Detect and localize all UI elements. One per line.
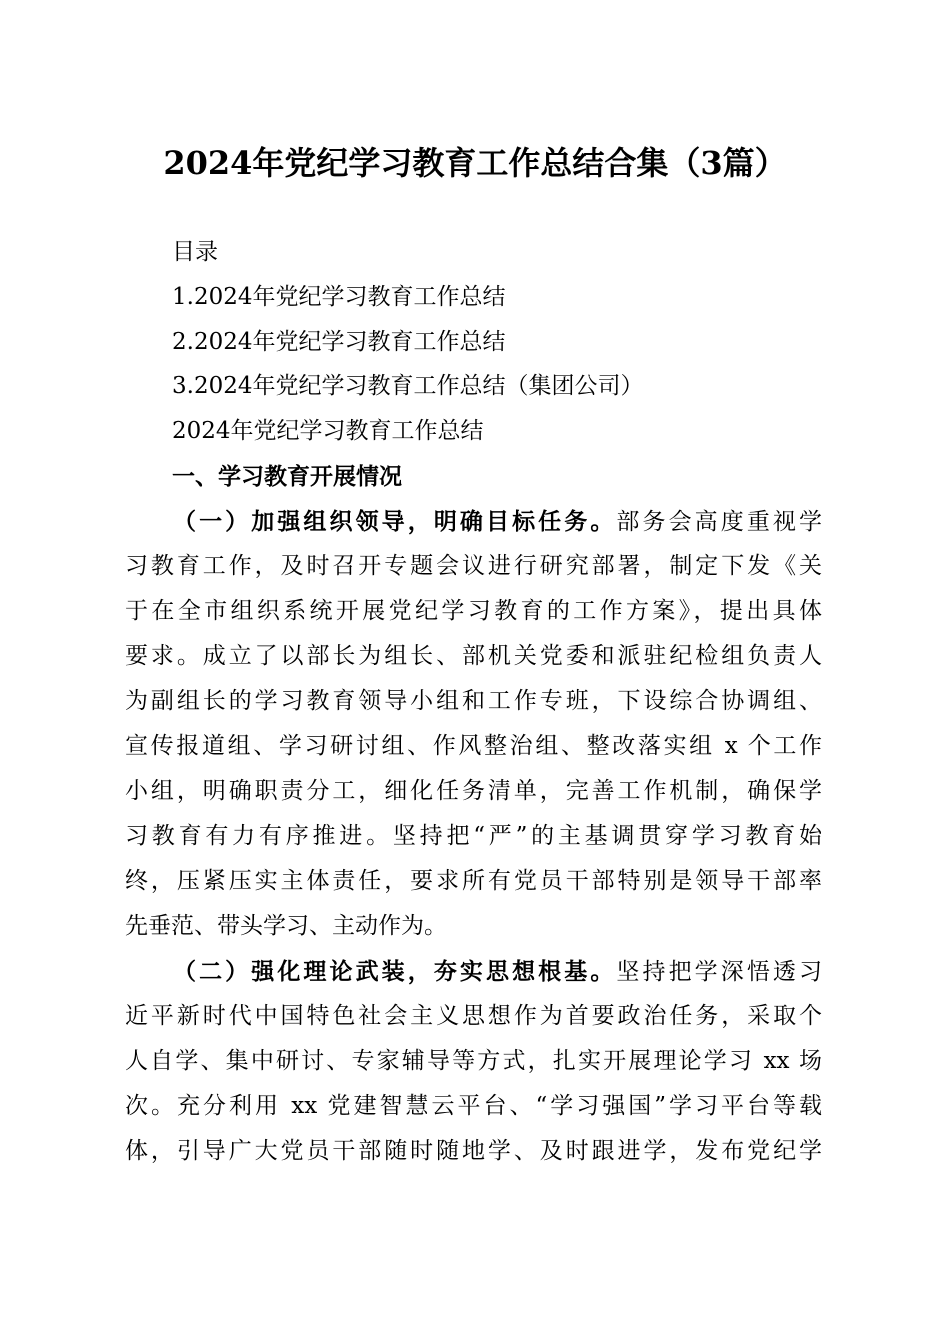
toc-item: 1.2024年党纪学习教育工作总结 (172, 284, 506, 310)
paragraph-line: 先垂范、带头学习、主动作为。 (125, 913, 447, 939)
paragraph-text: 坚持把学深悟透习 (616, 959, 823, 985)
toc-item: 2.2024年党纪学习教育工作总结 (172, 329, 506, 355)
paragraph-line: 人自学、集中研讨、专家辅导等方式，扎实开展理论学习 xx 场 (125, 1048, 822, 1074)
paragraph-line: 小组，明确职责分工，细化任务清单，完善工作机制，确保学 (125, 778, 822, 804)
paragraph-line: 为副组长的学习教育领导小组和工作专班，下设综合协调组、 (125, 688, 822, 714)
paragraph-line: 体，引导广大党员干部随时随地学、及时跟进学，发布党纪学 (125, 1138, 822, 1164)
article-title: 2024年党纪学习教育工作总结 (172, 418, 484, 444)
section-heading: 一、学习教育开展情况 (172, 463, 402, 490)
toc-heading: 目录 (172, 239, 218, 265)
paragraph-lead: （二）强化理论武装，夯实思想根基。 (173, 958, 617, 985)
paragraph-line: 次。充分利用 xx 党建智慧云平台、“学习强国”学习平台等载 (125, 1093, 822, 1119)
paragraph-line: 近平新时代中国特色社会主义思想作为首要政治任务，采取个 (125, 1003, 822, 1029)
toc-item: 3.2024年党纪学习教育工作总结（集团公司） (172, 373, 644, 399)
paragraph-line: 终，压紧压实主体责任，要求所有党员干部特别是领导干部率 (125, 868, 822, 894)
paragraph-line: 习教育工作，及时召开专题会议进行研究部署，制定下发《关 (125, 553, 822, 579)
paragraph-first-line (173, 949, 822, 994)
paragraph-first-line (173, 499, 822, 544)
paragraph-line: 于在全市组织系统开展党纪学习教育的工作方案》，提出具体 (125, 598, 822, 624)
paragraph-line: 宣传报道组、学习研讨组、作风整治组、整改落实组 x 个工作 (125, 733, 822, 759)
paragraph-line: 要求。成立了以部长为组长、部机关党委和派驻纪检组负责人 (125, 643, 822, 669)
paragraph-lead: （一）加强组织领导，明确目标任务。 (173, 508, 617, 535)
paragraph-text: 部务会高度重视学 (616, 509, 823, 535)
document-title: 2024年党纪学习教育工作总结合集（3篇） (163, 144, 787, 182)
paragraph-line: 习教育有力有序推进。坚持把“严”的主基调贯穿学习教育始 (125, 823, 822, 849)
